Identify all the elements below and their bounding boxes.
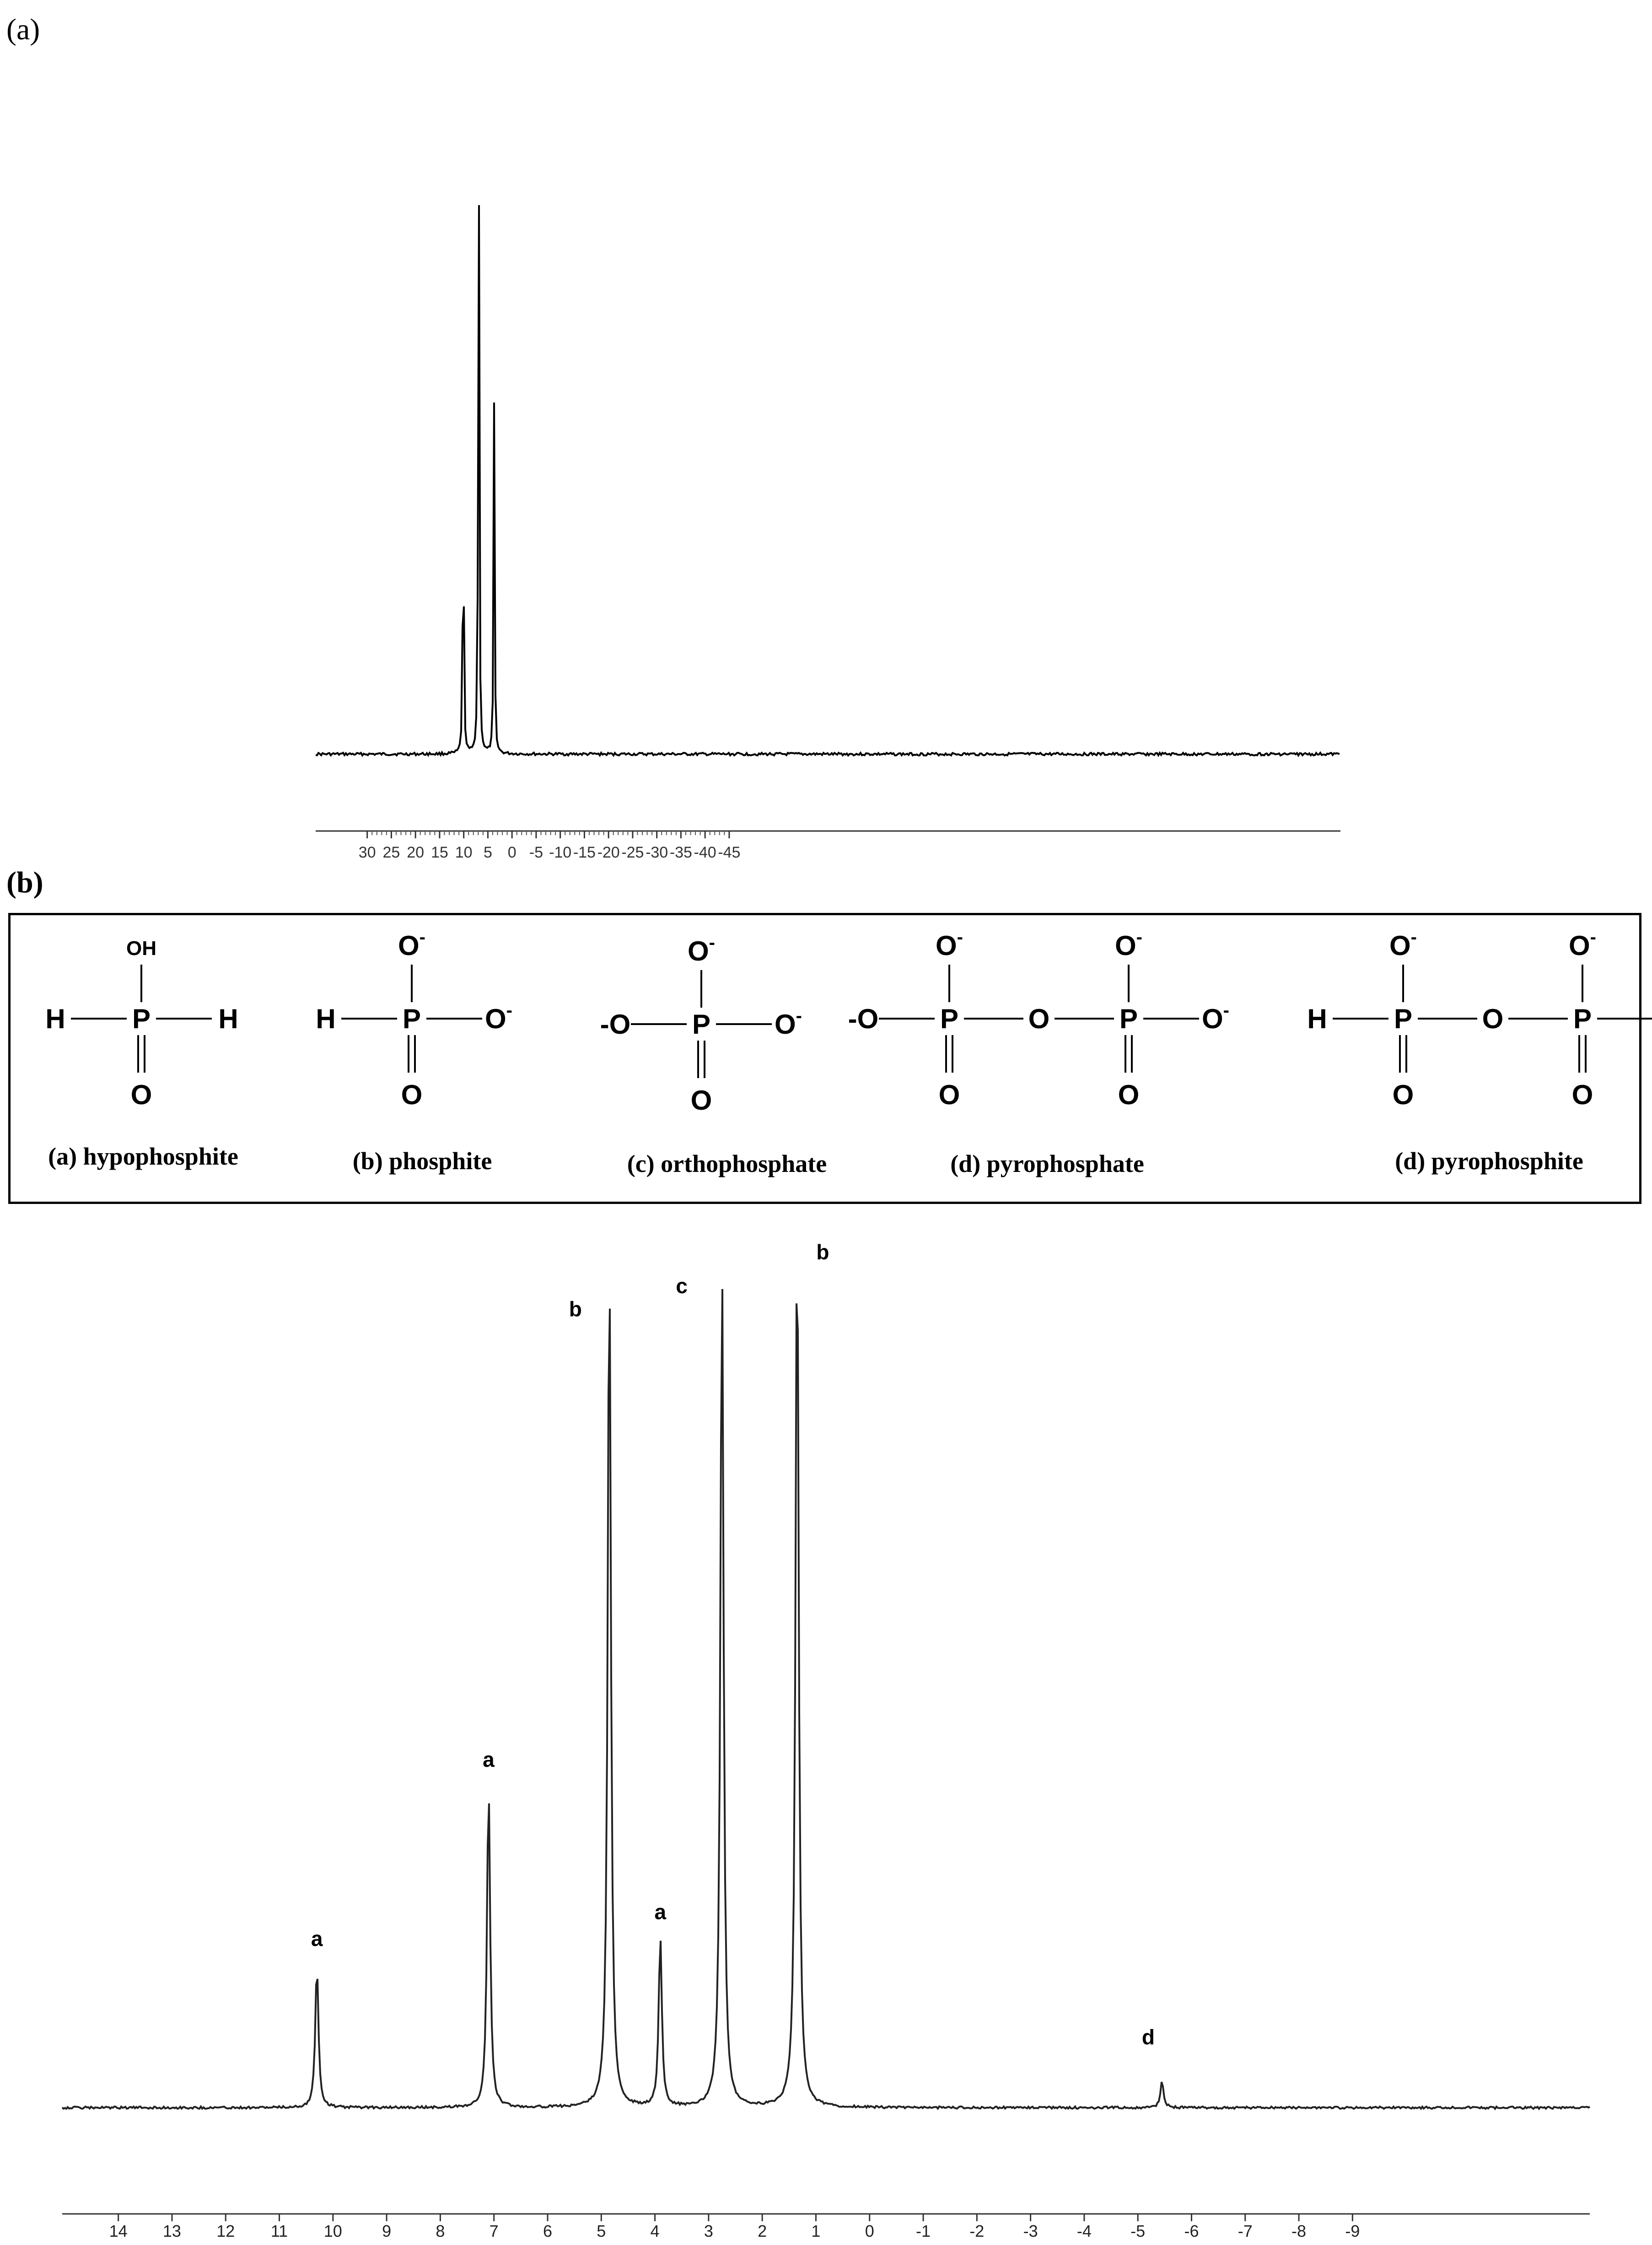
svg-text:O: O — [1118, 1079, 1140, 1110]
svg-text:O-: O- — [485, 1000, 512, 1034]
svg-text:O-: O- — [1115, 927, 1142, 961]
svg-text:P: P — [1119, 1004, 1138, 1034]
svg-text:O-: O- — [398, 927, 425, 961]
svg-text:O-: O- — [1202, 1000, 1229, 1034]
svg-text:P: P — [1394, 1004, 1413, 1034]
svg-text:O-: O- — [1389, 927, 1417, 961]
peak-label: a — [654, 1900, 667, 1924]
svg-text:H: H — [45, 1004, 65, 1034]
x-tick-label: 1 — [811, 2222, 821, 2240]
x-tick-label: -5 — [1130, 2222, 1146, 2240]
x-tick-label: -30 — [646, 844, 668, 861]
x-tick-label: 13 — [162, 2222, 181, 2240]
structure-caption: (b) phosphite — [352, 1147, 492, 1175]
x-tick-label: 3 — [704, 2222, 713, 2240]
spectrum-b-ticks — [109, 2214, 1360, 2240]
svg-text:O-: O- — [688, 933, 715, 966]
x-tick-label: 20 — [407, 844, 425, 861]
x-tick-label: 12 — [216, 2222, 235, 2240]
peak-label: d — [1141, 2025, 1155, 2049]
x-tick-label: 10 — [323, 2222, 342, 2240]
svg-text:H: H — [316, 1004, 336, 1034]
panel-b-label: (b) — [6, 866, 43, 899]
x-tick-label: 30 — [358, 844, 376, 861]
x-tick-label: 9 — [382, 2222, 392, 2240]
x-tick-label: 6 — [543, 2222, 552, 2240]
spectrum-b-trace — [62, 1289, 1590, 2109]
svg-text:P: P — [132, 1004, 151, 1034]
x-tick-label: -3 — [1023, 2222, 1038, 2240]
svg-text:-O: -O — [600, 1009, 631, 1040]
x-tick-label: -7 — [1238, 2222, 1253, 2240]
x-tick-label: -6 — [1184, 2222, 1199, 2240]
structure-caption: (d) pyrophosphite — [1395, 1147, 1583, 1175]
x-tick-label: -4 — [1076, 2222, 1092, 2240]
x-tick-label: -5 — [529, 844, 543, 861]
x-tick-label: 0 — [507, 844, 517, 861]
x-tick-label: 14 — [109, 2222, 128, 2240]
svg-text:O: O — [1392, 1079, 1414, 1110]
x-tick-label: -8 — [1291, 2222, 1307, 2240]
x-tick-label: 0 — [865, 2222, 874, 2240]
svg-text:P: P — [1573, 1004, 1592, 1034]
svg-text:O-: O- — [775, 1006, 802, 1040]
svg-text:H: H — [218, 1004, 238, 1034]
svg-text:H: H — [1307, 1004, 1327, 1034]
svg-text:O-: O- — [936, 927, 963, 961]
svg-text:O-: O- — [1569, 927, 1596, 961]
x-tick-label: 2 — [758, 2222, 767, 2240]
x-tick-label: -35 — [669, 844, 692, 861]
x-tick-label: 8 — [436, 2222, 445, 2240]
panel-a-label: (a) — [6, 13, 40, 46]
x-tick-label: -2 — [969, 2222, 985, 2240]
x-tick-label: 4 — [650, 2222, 660, 2240]
x-tick-label: -1 — [916, 2222, 931, 2240]
svg-text:O: O — [938, 1079, 960, 1110]
x-tick-label: 5 — [483, 844, 492, 861]
peak-label: b — [569, 1297, 582, 1321]
x-tick-label: 7 — [489, 2222, 499, 2240]
x-tick-label: 11 — [270, 2222, 288, 2240]
x-tick-label: -20 — [597, 844, 620, 861]
x-tick-label: 5 — [597, 2222, 606, 2240]
x-tick-label: -40 — [694, 844, 716, 861]
x-tick-label: -15 — [573, 844, 596, 861]
svg-text:O: O — [1028, 1004, 1050, 1034]
svg-text:P: P — [940, 1004, 959, 1034]
peak-label: a — [483, 1748, 495, 1772]
svg-text:-O: -O — [848, 1004, 879, 1034]
peak-label: c — [676, 1274, 688, 1298]
peak-label: a — [311, 1927, 323, 1951]
svg-text:O: O — [130, 1079, 152, 1110]
structure-caption: (a) hypophosphite — [48, 1143, 238, 1170]
svg-text:O: O — [690, 1085, 712, 1116]
x-tick-label: -25 — [621, 844, 644, 861]
x-tick-label: -10 — [549, 844, 572, 861]
svg-text:P: P — [692, 1009, 711, 1040]
x-tick-label: 15 — [430, 844, 448, 861]
svg-text:O: O — [1482, 1004, 1504, 1034]
svg-text:O: O — [401, 1079, 423, 1110]
x-tick-label: 10 — [455, 844, 473, 861]
svg-text:O: O — [1571, 1079, 1593, 1110]
svg-text:P: P — [402, 1004, 421, 1034]
spectrum-b-peak-labels — [311, 1240, 1155, 2049]
structure-caption: (d) pyrophosphate — [950, 1150, 1144, 1177]
peak-label: b — [816, 1240, 829, 1264]
structure-caption: (c) orthophosphate — [627, 1150, 827, 1177]
svg-text:OH: OH — [126, 937, 156, 960]
x-tick-label: -45 — [718, 844, 741, 861]
x-tick-label: -9 — [1345, 2222, 1360, 2240]
x-tick-label: 25 — [382, 844, 400, 861]
